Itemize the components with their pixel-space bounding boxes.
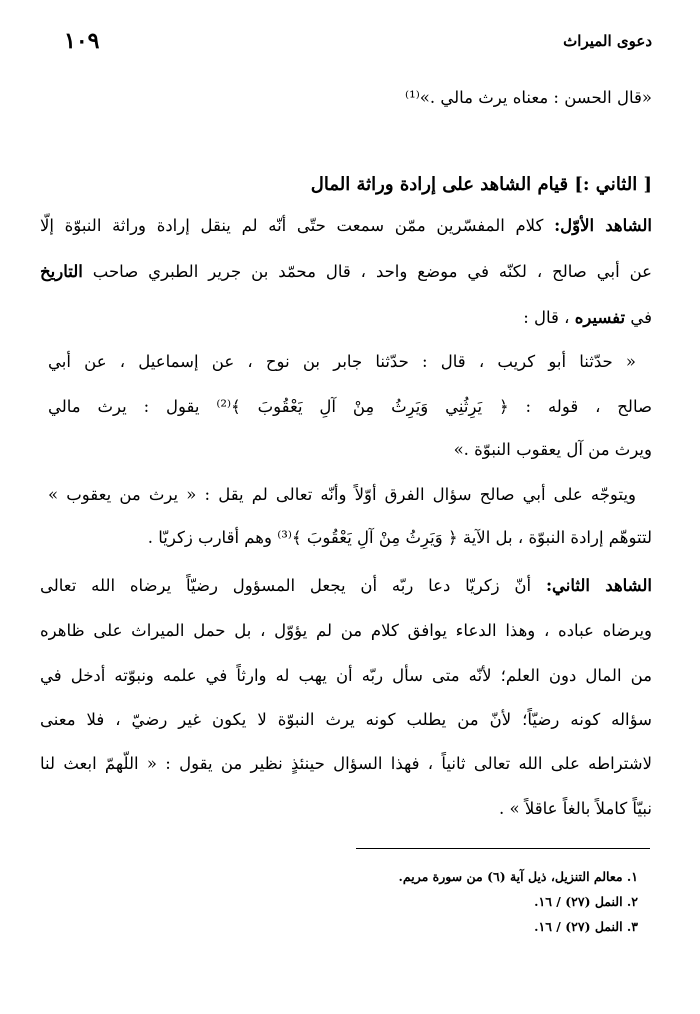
book-title-tafsir: تفسيره bbox=[574, 308, 626, 327]
footnote-divider bbox=[356, 848, 650, 849]
witness2-line6: نبيّاً كاملاً بالغاً عاقلاً » . bbox=[499, 799, 652, 818]
witness2-line5: لاشتراطه على الله تعالى ثانياً ، فهذا السؤال حينئذٍ نظير من يقول : « اللّهمّ ابعث لنا bbox=[40, 754, 652, 773]
witness1-text: في bbox=[630, 308, 652, 327]
hasan-quote bbox=[40, 86, 652, 110]
witness2-label: الشاهد الثاني: bbox=[545, 576, 652, 595]
para2-line1: ويتوجّه على أبي صالح سؤال الفرق أوّلاً وأنّه تعالى لم يقل : « يرث من يعقوب » bbox=[48, 485, 636, 504]
witness1-line3 bbox=[40, 306, 652, 330]
page-header bbox=[64, 28, 652, 58]
witness2-line1 bbox=[40, 574, 652, 598]
witness1-text: عن أبي صالح ، لكنّه في موضع واحد ، قال محمّد بن جرير الطبري صاحب bbox=[92, 262, 652, 281]
page-number: ١٠٩ bbox=[64, 28, 100, 54]
witness1-line1 bbox=[40, 214, 652, 238]
running-title: دعوى الميراث bbox=[563, 32, 652, 50]
witness1-text: كلام المفسّرين ممّن سمعت حتّى أنّه لم ينقل إرادة وراثة النبوّة إلّا bbox=[40, 216, 544, 235]
section-heading: [ الثاني :] قيام الشاهد على إرادة وراثة المال bbox=[310, 174, 652, 195]
tabari-quote-line2: صالح ، قوله : ﴿ يَرِثُنِي وَيَرِثُ مِنْ آلِ يَعْقُوبَ ﴾⁽²⁾ يقول : يرث مالي bbox=[48, 397, 652, 416]
footnote-2: ٢. النمل (٢٧) / ١٦. bbox=[534, 894, 638, 909]
witness2-text: أنّ زكريّا دعا ربّه أن يجعل المسؤول رضيّاً يرضاه الله تعالى bbox=[40, 576, 532, 595]
footnote-3: ٣. النمل (٢٧) / ١٦. bbox=[534, 919, 638, 934]
witness1-label: الشاهد الأوّل: bbox=[554, 216, 652, 235]
witness2-line2: ويرضاه عباده ، وهذا الدعاء يوافق كلام من لم يؤوّل ، بل حمل الميراث على ظاهره bbox=[40, 621, 652, 640]
footnote-1: ١. معالم التنزيل، ذيل آية (٦) من سورة مريم. bbox=[398, 869, 638, 884]
hasan-quote-text: «قال الحسن : معناه يرث مالي .»⁽¹⁾ bbox=[405, 88, 652, 107]
witness1-text: ، قال : bbox=[523, 308, 570, 327]
witness2-line4: سؤاله كونه رضيّاً؛ لأنّ من يطلب كونه يرث النبوّة لا يكون غير رضيّ ، فلا معنى bbox=[40, 710, 652, 729]
tabari-quote-line1: « حدّثنا أبو كريب ، قال : حدّثنا جابر بن نوح ، عن إسماعيل ، عن أبي bbox=[48, 352, 636, 371]
tabari-quote-line3: ويرث من آل يعقوب النبوّة .» bbox=[453, 440, 652, 459]
book-title-tarikh: التاريخ bbox=[40, 262, 83, 281]
witness2-line3: من المال دون العلم؛ لأنّه متى سأل ربّه أن يهب له وارثاً في علمه ونبوّته أدخل في bbox=[40, 666, 652, 685]
witness1-line2 bbox=[40, 260, 652, 284]
para2-line2: لتتوهّم إرادة النبوّة ، بل الآية ﴿ وَيَرِثُ مِنْ آلِ يَعْقُوبَ ﴾⁽³⁾ وهم أقارب زكريّا . bbox=[147, 528, 652, 547]
